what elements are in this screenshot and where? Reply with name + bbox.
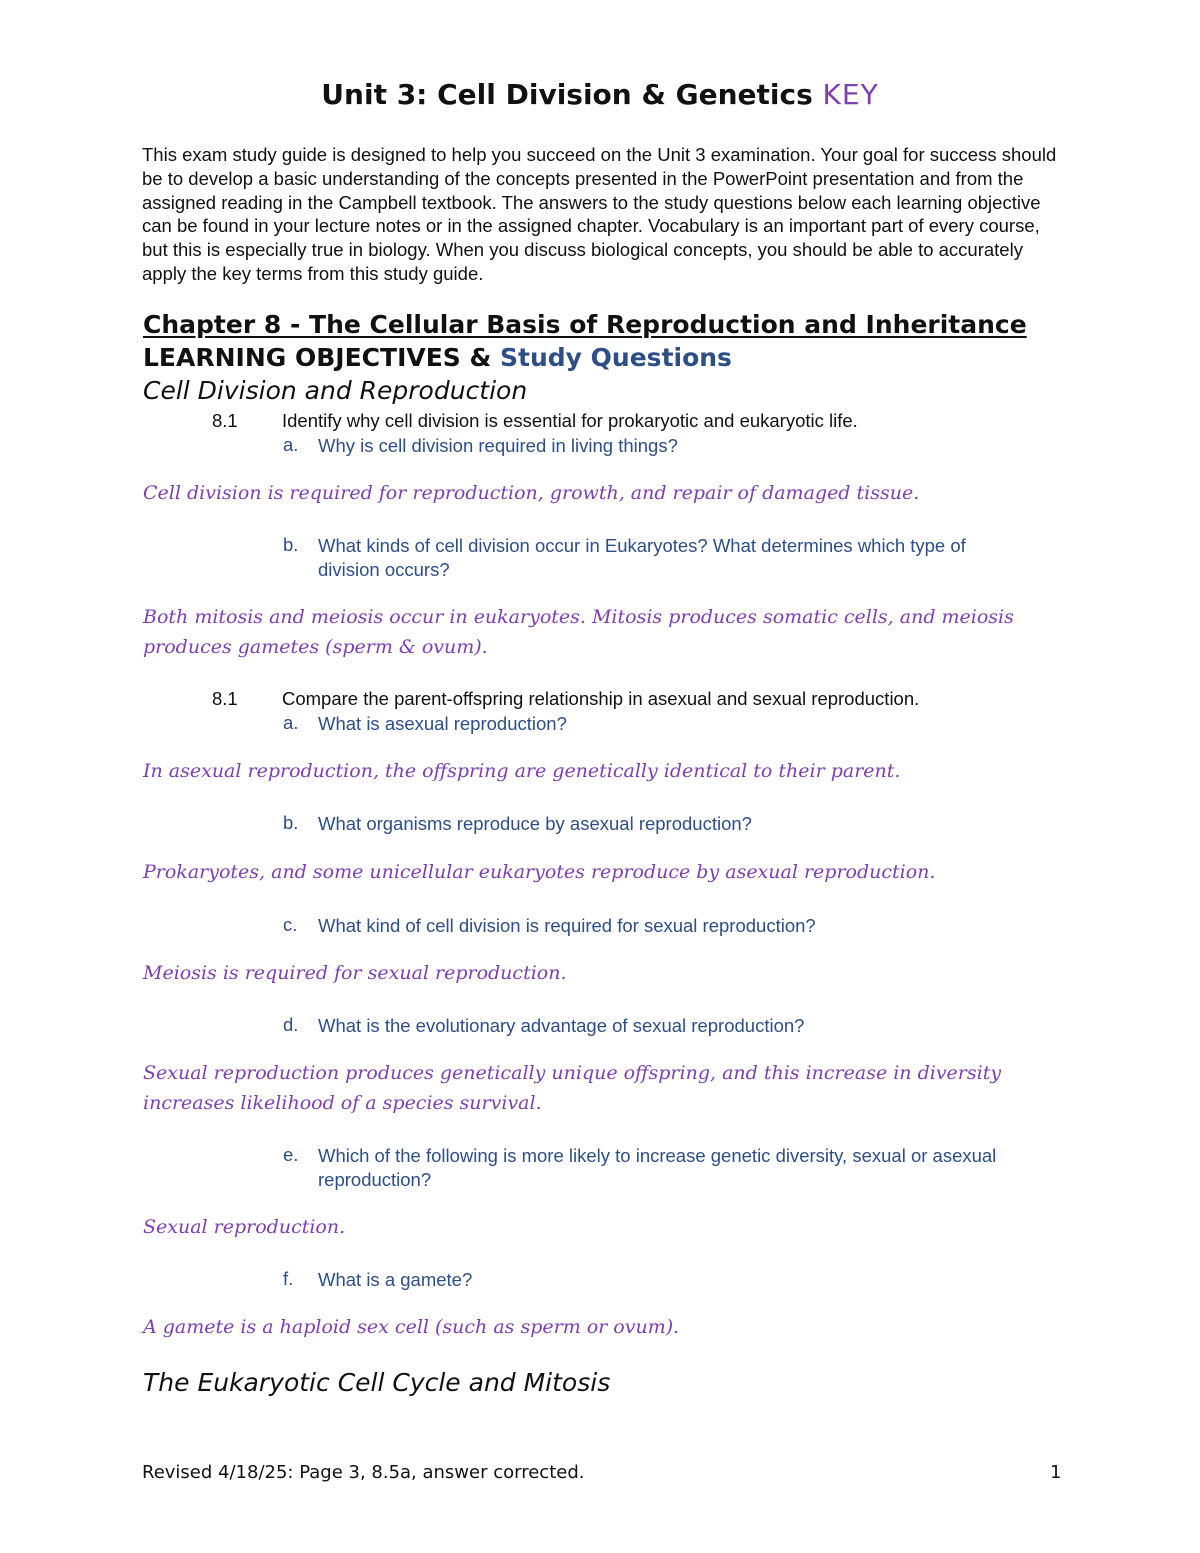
document-title [0, 78, 1200, 111]
title-main: Unit 3: Cell Division & Genetics [321, 78, 813, 111]
answer-text: Sexual reproduction produces genetically unique offspring, and this increase in diversity increases likelihood of a species survival. [143, 1062, 1002, 1114]
question-letter: e. [283, 1144, 299, 1165]
question-letter: b. [283, 812, 299, 833]
question-letter: b. [283, 534, 299, 555]
answer-text: Cell division is required for reproduction, growth, and repair of damaged tissue. [143, 482, 920, 504]
answer-text: Both mitosis and meiosis occur in eukaryotes. Mitosis produces somatic cells, and meiosis produces gametes (sperm & ovum). [143, 606, 1014, 658]
objective-number: 8.1 [212, 410, 238, 431]
intro-paragraph: This exam study guide is designed to help you succeed on the Unit 3 examination. Your goal for success should be to develop a basic understanding of the concepts presented in the PowerPoint presentation and from the assigned reading in the Campbell textbook. The answers to the study questions below each learning objective can be found in your lecture notes or in the assigned chapter. Vocabulary is an important part of every course, but this is especially true in biology. When you discuss biological concepts, you should be able to accurately apply the key terms from this study guide. [142, 144, 1057, 284]
objectives-heading [143, 343, 732, 372]
question-text: Why is cell division required in living things? [318, 435, 678, 456]
question-text: What is asexual reproduction? [318, 713, 567, 734]
answer-text: A gamete is a haploid sex cell (such as sperm or ovum). [143, 1316, 680, 1338]
objectives-heading-main: LEARNING OBJECTIVES & [143, 343, 492, 372]
question-text: What organisms reproduce by asexual reproduction? [318, 813, 752, 834]
objective-text: Identify why cell division is essential for prokaryotic and eukaryotic life. [282, 410, 858, 431]
question-letter: a. [283, 434, 299, 455]
question-letter: a. [283, 712, 299, 733]
objectives-heading-study: Study Questions [500, 343, 732, 372]
question-text: What kinds of cell division occur in Eukaryotes? What determines which type of division occurs? [318, 535, 966, 580]
section-heading-cell-cycle: The Eukaryotic Cell Cycle and Mitosis [143, 1368, 611, 1397]
question-letter: f. [283, 1268, 294, 1289]
section-heading-cell-division: Cell Division and Reproduction [143, 376, 528, 405]
answer-text: Meiosis is required for sexual reproduction. [143, 962, 567, 984]
title-key-label: KEY [822, 78, 879, 111]
question-text: What is a gamete? [318, 1269, 473, 1290]
footer-page-number: 1 [1050, 1462, 1062, 1483]
answer-text: Sexual reproduction. [143, 1216, 346, 1238]
answer-text: In asexual reproduction, the offspring are genetically identical to their parent. [143, 760, 901, 782]
question-letter: d. [283, 1014, 299, 1035]
question-letter: c. [283, 914, 298, 935]
question-text: What kind of cell division is required for sexual reproduction? [318, 915, 816, 936]
question-text: What is the evolutionary advantage of sexual reproduction? [318, 1015, 805, 1036]
chapter-heading: Chapter 8 - The Cellular Basis of Reproduction and Inheritance [143, 310, 1027, 339]
objective-text: Compare the parent-offspring relationship in asexual and sexual reproduction. [282, 688, 920, 709]
question-text: Which of the following is more likely to increase genetic diversity, sexual or asexual reproduction? [318, 1145, 997, 1190]
answer-text: Prokaryotes, and some unicellular eukaryotes reproduce by asexual reproduction. [143, 861, 936, 883]
objective-number: 8.1 [212, 688, 238, 709]
footer-revision-note: Revised 4/18/25: Page 3, 8.5a, answer corrected. [142, 1462, 585, 1483]
